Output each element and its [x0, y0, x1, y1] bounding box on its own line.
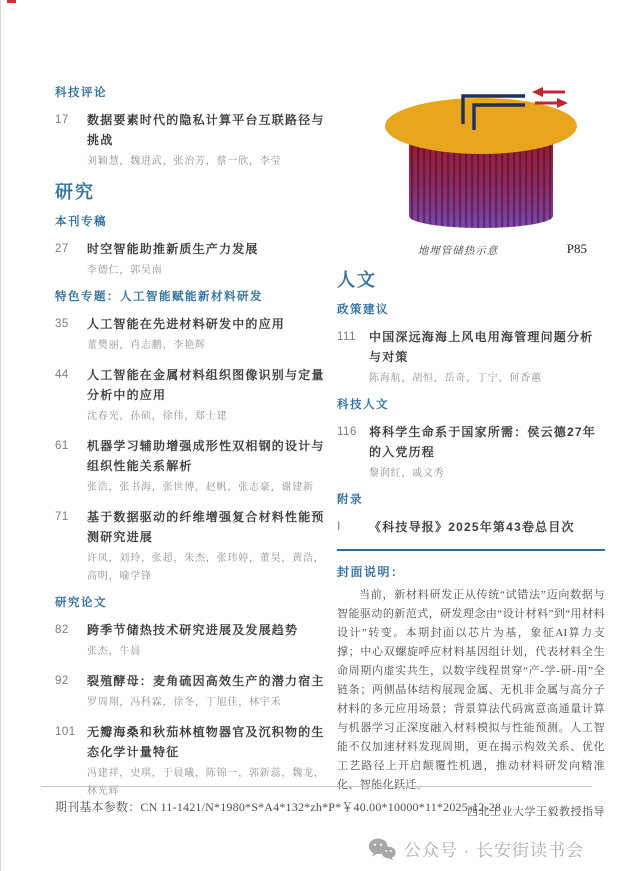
section-label-appendix: 附录 — [337, 494, 363, 506]
toc-item-111 — [337, 327, 605, 388]
right-column — [337, 82, 605, 819]
article-authors: 冯建祥，史琪，于晨曦，陈锦一，郭新蕊，魏龙，林光辉 — [87, 768, 325, 797]
article-title: 人工智能在先进材料研发中的应用 — [87, 317, 286, 331]
article-title: 机器学习辅助增强成形性双相钢的设计与组织性能关系解析 — [87, 439, 325, 473]
page-number: 111 — [337, 331, 356, 343]
toc-item-101 — [55, 722, 327, 801]
article-authors: 沈春光，孙硕，徐伟，郑士建 — [87, 411, 228, 422]
article-title: 《科技导报》2025年第43卷总目次 — [369, 520, 575, 534]
article-authors: 陈海航，胡恒，岳奇，丁宁，何香蕙 — [369, 373, 542, 384]
figure-page-ref: P85 — [566, 241, 587, 256]
toc-item-92 — [55, 671, 327, 712]
article-title: 中国深远海海上风电用海管理问题分析与对策 — [369, 330, 594, 364]
article-title: 跨季节储热技术研究进展及发展趋势 — [87, 623, 299, 637]
chapter-heading-research: 研究 — [55, 182, 95, 202]
page-number: 116 — [337, 426, 357, 438]
article-authors: 董樊丽，肖志鹏，李艳辉 — [87, 340, 206, 351]
article-title: 时空智能助推新质生产力发展 — [87, 242, 259, 256]
article-title: 将科学生命系于国家所需：侯云德27年的入党历程 — [369, 425, 596, 459]
page-number: 27 — [55, 243, 69, 255]
cover-note-label: 封面说明： — [337, 565, 405, 579]
article-title: 人工智能在金属材料组织图像识别与定量分析中的应用 — [87, 368, 325, 402]
toc-item-44 — [55, 365, 327, 426]
toc-item-appendix — [337, 517, 605, 537]
article-authors: 张浩，张书海，张世博，赵帆，张志豪，谢建新 — [87, 482, 314, 493]
chapter-heading-humanities: 人文 — [337, 270, 377, 290]
toc-item-17 — [55, 110, 327, 171]
wechat-icon — [368, 837, 396, 861]
section-label-sci-review: 科技评论 — [55, 87, 107, 99]
article-title: 基于数据驱动的纤维增强复合材料性能预测研究进展 — [87, 510, 325, 544]
toc-item-61 — [55, 436, 327, 497]
section-label-feature-topic: 特色专题：人工智能赋能新材料研发 — [55, 291, 263, 303]
article-authors: 张杰，牛晨 — [87, 646, 141, 657]
journal-params: 期刊基本参数：CN 11-1421/N*1980*S*A4*132*zh*P*￥40.00*10000*11*2025-12-28 — [55, 800, 502, 814]
wechat-label: 公众号 · 长安街读书会 — [403, 841, 584, 860]
section-label-research-papers: 研究论文 — [55, 597, 107, 609]
article-authors: 李德仁，郭吴南 — [87, 265, 163, 276]
page-number: 35 — [55, 318, 69, 330]
cover-note-text: 当前，新材料研发正从传统“试错法”迈向数据与智能驱动的新范式，研发理念由“设计材料”到“用材料设计”转变。本期封面以芯片为基，象征AI算力支撑；中心双螺旋呼应材料基因组计划，代表材料全生命周期内虚实共生，以数字线程贯穿“产-学-研-用”全链条；两侧晶体结构展现金属、无机非金属与高分子材料的多元应用场景；背景算法代码寓意高通量计算与机器学习正深度融入材料模拟与性能预测。人工智能不仅加速材料发现周期，更在揭示构效关系、优化工艺路径上开启颠覆性机遇，推动材料研发向精准化、智能化跃迁。 — [337, 589, 605, 791]
article-title: 数据要素时代的隐私计算平台互联路径与挑战 — [87, 113, 325, 147]
cover-note-rule — [337, 549, 605, 551]
article-title: 裂殖酵母：麦角硫因高效生产的潜力宿主 — [87, 674, 325, 688]
page-number: 17 — [55, 114, 69, 126]
article-authors: 刘颖慧，魏进武，张治芳，蔡一欣，李莹 — [87, 156, 282, 167]
red-corner-mark — [7, 0, 16, 3]
page-number: 71 — [55, 511, 69, 523]
toc-item-27 — [55, 239, 327, 280]
bottom-bar — [368, 836, 584, 861]
figure-caption: 地埋管储热示意 — [417, 246, 499, 257]
section-label-special: 本刊专稿 — [55, 216, 107, 228]
article-title: 无瓣海桑和秋茄林植物器官及沉积物的生态化学计量特征 — [87, 725, 325, 759]
toc-columns — [1, 0, 628, 819]
cover-note-credit: 西北工业大学王毅教授指导 — [467, 806, 605, 818]
heat-storage-figure — [375, 82, 587, 263]
section-label-scitech-humanities: 科技人文 — [337, 399, 389, 411]
toc-item-116 — [337, 422, 605, 483]
page-number: 82 — [55, 624, 69, 636]
page-number: Ⅰ — [337, 521, 341, 533]
page-number: 44 — [55, 369, 69, 381]
left-column — [55, 82, 327, 819]
footer-rule — [41, 786, 592, 787]
page-number: 61 — [55, 440, 69, 452]
toc-item-71 — [55, 507, 327, 586]
article-authors: 罗周翔，冯科霖，徐冬，丁旭佳，林宇禾 — [87, 697, 282, 708]
toc-item-82 — [55, 620, 327, 661]
page-number: 92 — [55, 675, 69, 687]
toc-item-35 — [55, 314, 327, 355]
section-label-policy: 政策建议 — [337, 304, 389, 316]
article-authors: 黎润红，戚文秀 — [369, 468, 445, 479]
page-number: 101 — [55, 726, 76, 738]
article-authors: 许凤，刘玲，张超，朱杰，张玮婷，董昊，黄浩，高明，喻学锋 — [87, 553, 325, 582]
heat-storage-illustration-icon — [375, 82, 587, 234]
